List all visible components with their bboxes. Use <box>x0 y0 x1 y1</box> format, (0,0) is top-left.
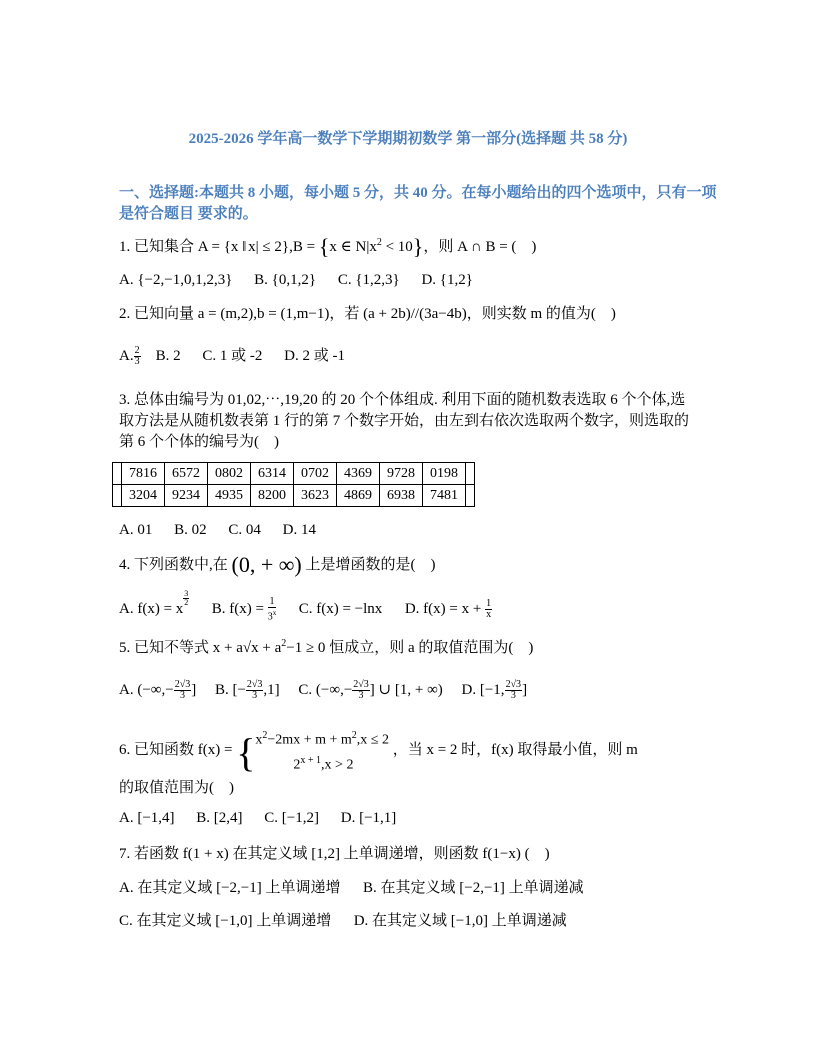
q4-b-den-base: 3 <box>267 611 273 623</box>
table-row <box>113 463 475 485</box>
table-cell: 4369 <box>337 463 380 485</box>
q5-b-fraction <box>246 680 264 701</box>
q3-option-b: B. 02 <box>174 522 207 538</box>
section-heading: 一、选择题:本题共 8 小题，每小题 5 分，共 40 分。在每小题给出的四个选项中，只有一项是符合题目 要求的。 <box>119 185 717 222</box>
q5-d-num: 2√3 <box>505 679 522 691</box>
table-cell: 6572 <box>165 463 208 485</box>
q4-text-c: 上是增函数的是( ) <box>301 557 436 573</box>
q2-text-a: 2. 已知向量 <box>119 306 198 322</box>
q5-a-text: A. (−∞,− <box>119 682 174 698</box>
q1-option-a: A. {−2,−1,0,1,2,3} <box>119 272 233 288</box>
question-4-stem <box>119 552 436 578</box>
q6-option-d: D. [−1,1] <box>340 810 397 826</box>
table-cell: 0802 <box>208 463 251 485</box>
q3-option-c: C. 04 <box>228 522 261 538</box>
q2-option-c: C. 1 或 -2 <box>202 348 263 364</box>
table-cell-blank <box>113 463 122 485</box>
q6-case1-x: x <box>255 732 263 748</box>
table-cell: 8200 <box>251 485 294 507</box>
q5-inequality-b: −1 ≥ 0 <box>286 640 326 656</box>
q5-b-num: 2√3 <box>246 679 263 691</box>
q6-case-1 <box>255 726 389 751</box>
q4-option-b <box>211 595 277 623</box>
q5-sup: 2 <box>281 638 287 649</box>
q6-case1-sup: 2 <box>262 730 268 741</box>
q5-d-fraction <box>505 680 523 701</box>
q5-b-end: ,1] <box>263 682 280 698</box>
q5-d-text: D. [−1, <box>461 682 505 698</box>
table-cell: 4869 <box>337 485 380 507</box>
question-2-stem <box>119 302 616 323</box>
q6-option-c: C. [−1,2] <box>264 810 320 826</box>
table-cell: 7481 <box>423 485 466 507</box>
q4-option-a-text: A. f(x) = x <box>119 601 184 617</box>
q1-text-f: < 10 <box>381 239 413 255</box>
q7-option-d: D. 在其定义域 [−1,0] 上单调递减 <box>353 913 567 929</box>
q5-d-den: 3 <box>510 690 516 702</box>
question-5-options <box>119 680 527 701</box>
q2-vectors: a = (m,2),b = (1,m−1) <box>197 306 330 322</box>
q6-option-b: B. [2,4] <box>196 810 243 826</box>
q5-a-fraction <box>174 680 192 701</box>
table-row <box>113 485 475 507</box>
q2-condition: (a + 2b)//(3a−4b) <box>363 306 467 322</box>
q6-case-2 <box>255 751 389 776</box>
q6-case1-body: −2mx + m + m <box>267 732 352 748</box>
q4-option-a <box>119 589 189 617</box>
q5-c-den: 3 <box>358 690 364 702</box>
q1-option-d: D. {1,2} <box>421 272 473 288</box>
question-2-options <box>119 344 363 367</box>
q1-text-b: x <box>248 239 256 255</box>
question-5-stem <box>119 636 533 657</box>
table-cell-blank <box>113 485 122 507</box>
table-cell: 3204 <box>122 485 165 507</box>
q5-c-end: ] ∪ [1, + ∞) <box>369 682 443 698</box>
q6-case1-sup2: 2 <box>351 730 357 741</box>
q4-option-d-fraction <box>485 599 492 620</box>
table-cell-blank <box>466 485 475 507</box>
q5-text-a: 5. 已知不等式 <box>119 640 213 656</box>
question-1-options <box>119 272 491 289</box>
q5-option-c <box>298 679 443 702</box>
table-cell: 6314 <box>251 463 294 485</box>
table-cell: 0702 <box>294 463 337 485</box>
q2-option-d: D. 2 或 -1 <box>284 348 345 364</box>
q3-option-a: A. 01 <box>119 522 153 538</box>
q1-text-c: ≤ 2},B = <box>258 239 319 255</box>
q4-d-num: 1 <box>486 598 492 610</box>
q2-text-e: ，则实数 m 的值为( ) <box>466 306 616 322</box>
q4-exp-num: 3 <box>184 589 189 598</box>
q2-frac-den: 3 <box>134 356 140 368</box>
q6-case1-cond: ,x ≤ 2 <box>356 732 389 748</box>
q6-text-a: 6. 已知函数 f(x) = <box>119 742 237 759</box>
question-6-stem: 6. 已知函数 f(x) = { $x^2-2mx + m + m^2,x \le 2$ $2^{x + 1},x > 2$ ，当 x = 2 时，f(x) 取得最小值，则 m <box>119 726 638 776</box>
q5-option-d <box>461 679 528 702</box>
q4-interval: (0, + ∞) <box>231 552 302 577</box>
q4-option-b-fraction <box>268 597 277 622</box>
q4-option-a-exponent <box>183 590 189 607</box>
question-6-options <box>119 810 414 827</box>
q1-text-a: 1. 已知集合 A = {x <box>119 239 239 255</box>
table-cell: 0198 <box>423 463 466 485</box>
q2-option-a-fraction <box>134 346 141 367</box>
q4-option-c: C. f(x) = −lnx <box>298 601 383 617</box>
q7-option-c: C. 在其定义域 [−1,0] 上单调递增 <box>119 913 332 929</box>
question-7-stem: 7. 若函数 f(1 + x) 在其定义域 [1,2] 上单调递增，则函数 f(1−x) ( ) <box>119 846 550 862</box>
q1-option-b: B. {0,1,2} <box>254 272 317 288</box>
question-1-stem: 1. 已知集合 A = {x ‖ x| ≤ 2},B = {x ∈ $N|x^2 < 10$}，则 A ∩ B = ( ) <box>119 234 537 259</box>
q4-option-d <box>404 598 492 621</box>
random-number-table <box>112 462 475 507</box>
question-6-stem-cont: 的取值范围为( ) <box>119 780 234 796</box>
table-cell: 3623 <box>294 485 337 507</box>
q5-b-den: 3 <box>252 690 258 702</box>
q4-d-den: x <box>486 609 492 621</box>
q6-piecewise <box>255 726 389 775</box>
q5-c-fraction <box>352 680 370 701</box>
table-cell-blank <box>466 463 475 485</box>
q4-option-d-text: D. f(x) = x + <box>404 601 486 617</box>
table-cell: 4935 <box>208 485 251 507</box>
q2-option-b: B. 2 <box>155 348 181 364</box>
q2-option-a <box>119 345 141 368</box>
q4-text-a: 4. 下列函数中,在 <box>119 557 232 573</box>
q4-option-b-text: B. f(x) = <box>211 601 268 617</box>
q1-text-d: x ∈ N <box>329 239 367 255</box>
q6-case2-cond: ,x > 2 <box>321 757 354 773</box>
table-cell: 9234 <box>165 485 208 507</box>
table-cell: 9728 <box>380 463 423 485</box>
q5-a-den: 3 <box>179 690 185 702</box>
question-4-options <box>119 590 492 622</box>
q2-text-c: ，若 <box>329 306 364 322</box>
q4-exp-den: 2 <box>184 598 189 607</box>
question-7-options-row1 <box>119 876 584 897</box>
q4-b-den-exp: x <box>272 608 277 617</box>
q5-b-text: B. [− <box>214 682 246 698</box>
q4-b-den <box>268 608 277 622</box>
q5-inequality-a: x + a√x + a <box>212 640 282 656</box>
q5-d-end: ] <box>522 682 528 698</box>
q1-text-e: x <box>369 239 377 255</box>
q1-option-c: C. {1,2,3} <box>337 272 400 288</box>
question-7-options-row2 <box>119 909 567 930</box>
q6-case2-exp: x + 1 <box>300 754 322 766</box>
q4-b-num: 1 <box>269 595 275 607</box>
q7-option-b: B. 在其定义域 [−2,−1] 上单调递减 <box>363 880 584 896</box>
q3-option-d: D. 14 <box>282 522 316 538</box>
page-title: 2025-2026 学年高一数学下学期期初数学 第一部分(选择题 共 58 分) <box>188 131 628 147</box>
table-cell: 6938 <box>380 485 423 507</box>
q2-frac-num: 2 <box>134 345 140 357</box>
q5-option-b <box>214 679 280 702</box>
question-3-stem: 3. 总体由编号为 01,02,⋯,19,20 的 20 个个体组成. 利用下面的随机数表选取 6 个个体,选取方法是从随机数表第 1 行的第 7 个数字开始，由左到右依次选取两个数字，则选取的第 6 个个体的编号为( ) <box>119 392 690 450</box>
q1-sup: 2 <box>376 237 382 248</box>
q6-text-b: ，当 x = 2 时，f(x) 取得最小值，则 m <box>392 742 638 759</box>
q6-case2-base: 2 <box>293 757 301 773</box>
q5-text-d: 恒成立，则 a 的取值范围为( ) <box>325 640 534 656</box>
q6-option-a: A. [−1,4] <box>119 810 175 826</box>
q7-option-a: A. 在其定义域 [−2,−1] 上单调递增 <box>119 880 341 896</box>
q5-c-text: C. (−∞,− <box>298 682 353 698</box>
q5-option-a <box>119 679 197 702</box>
question-3-options <box>119 522 334 539</box>
q5-a-num: 2√3 <box>174 679 191 691</box>
table-cell: 7816 <box>122 463 165 485</box>
q5-c-num: 2√3 <box>353 679 369 691</box>
q1-text-g: ，则 A ∩ B = ( ) <box>423 239 537 255</box>
q2-option-a-label: A. <box>119 348 134 364</box>
q5-a-end: ] <box>191 682 197 698</box>
